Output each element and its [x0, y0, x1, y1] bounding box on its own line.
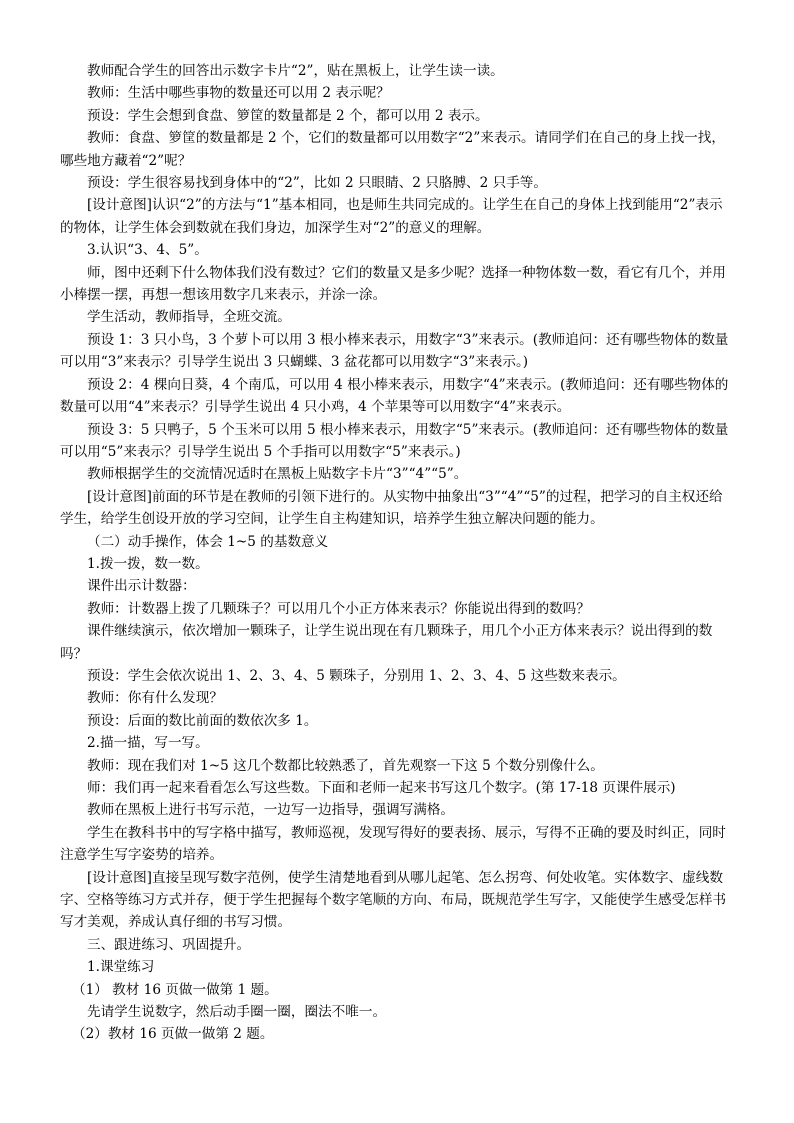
paragraph: 预设 3：5 只鸭子，5 个玉米可以用 5 根小棒来表示，用数字“5”来表示。(教师追问：还有哪些物体的数量可以用“5”来表示？引导学生说出 5 个手指可以用数字“5”来表示。)	[60, 421, 729, 460]
paragraph: 课件出示计数器：	[87, 578, 196, 595]
exercise-item: （1） 教材 16 页做一做第 1 题。	[72, 981, 278, 998]
paragraph: 预设：学生会想到食盘、箩筐的数量都是 2 个，都可以用 2 表示。	[87, 107, 489, 124]
design-intent-paragraph: [设计意图]前面的环节是在教师的引领下进行的。从实物中抽象出“3”“4”“5”的过程，把学习的自主权还给学生，给学生创设开放的学习空间，让学生自主构建知识，培养学生独立解决问题的能力。	[60, 488, 723, 528]
paragraph: 教师：计数器上拨了几颗珠子？可以用几个小正方体来表示？你能说出得到的数吗？	[87, 600, 590, 617]
paragraph: 预设：学生会依次说出 1、2、3、4、5 颗珠子，分别用 1、2、3、4、5 这些数来表示。	[87, 667, 626, 684]
section-heading: （二）动手操作，体会 1~5 的基数意义	[87, 533, 329, 550]
paragraph: 学生在教科书中的写字格中描写，教师巡视，发现写得好的要表扬、展示，写得不正确的要及时纠正，同时注意学生写字姿势的培养。	[60, 824, 726, 864]
paragraph: 教师：现在我们对 1~5 这几个数都比较熟悉了，首先观察一下这 5 个数分别像什么。	[87, 757, 604, 774]
paragraph: 教师在黑板上进行书写示范，一边写一边指导，强调写满格。	[87, 802, 455, 819]
section-heading: 1.课堂练习	[87, 959, 155, 976]
paragraph: 预设 1：3 只小鸟，3 个萝卜可以用 3 根小棒来表示，用数字“3”来表示。(教师追问：还有哪些物体的数量可以用“3”来表示？引导学生说出 3 只蝴蝶、3 盆花都可以用数字“3”来表示。)	[60, 331, 729, 371]
paragraph: 课件继续演示，依次增加一颗珠子，让学生说出现在有几颗珠子，用几个小正方体来表示？说出得到的数吗？	[60, 623, 713, 662]
section-heading: 1.拨一拨，数一数。	[87, 555, 209, 572]
section-heading: 3.认识“3、4、5”。	[87, 242, 208, 259]
paragraph: 师：我们再一起来看看怎么写这些数。下面和老师一起来书写这几个数字。(第 17-18 页课件展示)	[87, 780, 676, 796]
paragraph: 教师：生活中哪些事物的数量还可以用 2 表示呢？	[87, 85, 390, 102]
paragraph: 学生活动，教师指导，全班交流。	[87, 309, 291, 326]
paragraph: 教师配合学生的回答出示数字卡片“2”，贴在黑板上，让学生读一读。	[87, 63, 504, 79]
paragraph: 师，图中还剩下什么物体我们没有数过？它们的数量又是多少呢？选择一种物体数一数，看它有几个，并用小棒摆一摆，再想一想该用数字几来表示，并涂一涂。	[60, 264, 726, 304]
exercise-item: （2）教材 16 页做一做第 2 题。	[72, 1026, 274, 1043]
section-heading: 三、跟进练习、巩固提升。	[87, 936, 251, 953]
paragraph: 教师：你有什么发现？	[87, 690, 223, 707]
paragraph: 教师：食盘、箩筐的数量都是 2 个，它们的数量都可以用数字“2”来表示。请同学们在自己的身上找一找，哪些地方藏着“2”呢？	[60, 130, 725, 169]
paragraph: 预设：学生很容易找到身体中的“2”，比如 2 只眼睛、2 只胳膊、2 只手等。	[87, 175, 547, 192]
document-page	[60, 60, 736, 1046]
paragraph: 教师根据学生的交流情况适时在黑板上贴数字卡片“3”“4”“5”。	[87, 466, 468, 483]
design-intent-paragraph: [设计意图]认识“2”的方法与“1”基本相同，也是师生共同完成的。让学生在自己的身体上找到能用“2”表示的物体，让学生体会到数就在我们身边，加深学生对“2”的意义的理解。	[60, 197, 723, 236]
design-intent-paragraph: [设计意图]直接呈现写数字范例，使学生清楚地看到从哪儿起笔、怎么拐弯、何处收笔。实体数字、虚线数字、空格等练习方式并存，便于学生把握每个数字笔顺的方向、布局，既规范学生写字，又能使学生感受怎样书写才美观，养成认真仔细的书写习惯。	[60, 869, 727, 931]
paragraph: 预设：后面的数比前面的数依次多 1。	[87, 712, 318, 729]
section-heading: 2.描一描，写一写。	[87, 735, 209, 752]
paragraph: 预设 2：4 棵向日葵，4 个南瓜，可以用 4 根小棒来表示，用数字“4”来表示。(教师追问：还有哪些物体的数量可以用“4”来表示？引导学生说出 4 只小鸡，4 个苹果等可以用数字“4”来表示。	[60, 376, 729, 416]
paragraph: 先请学生说数字，然后动手圈一圈，圈法不唯一。	[87, 1004, 387, 1021]
